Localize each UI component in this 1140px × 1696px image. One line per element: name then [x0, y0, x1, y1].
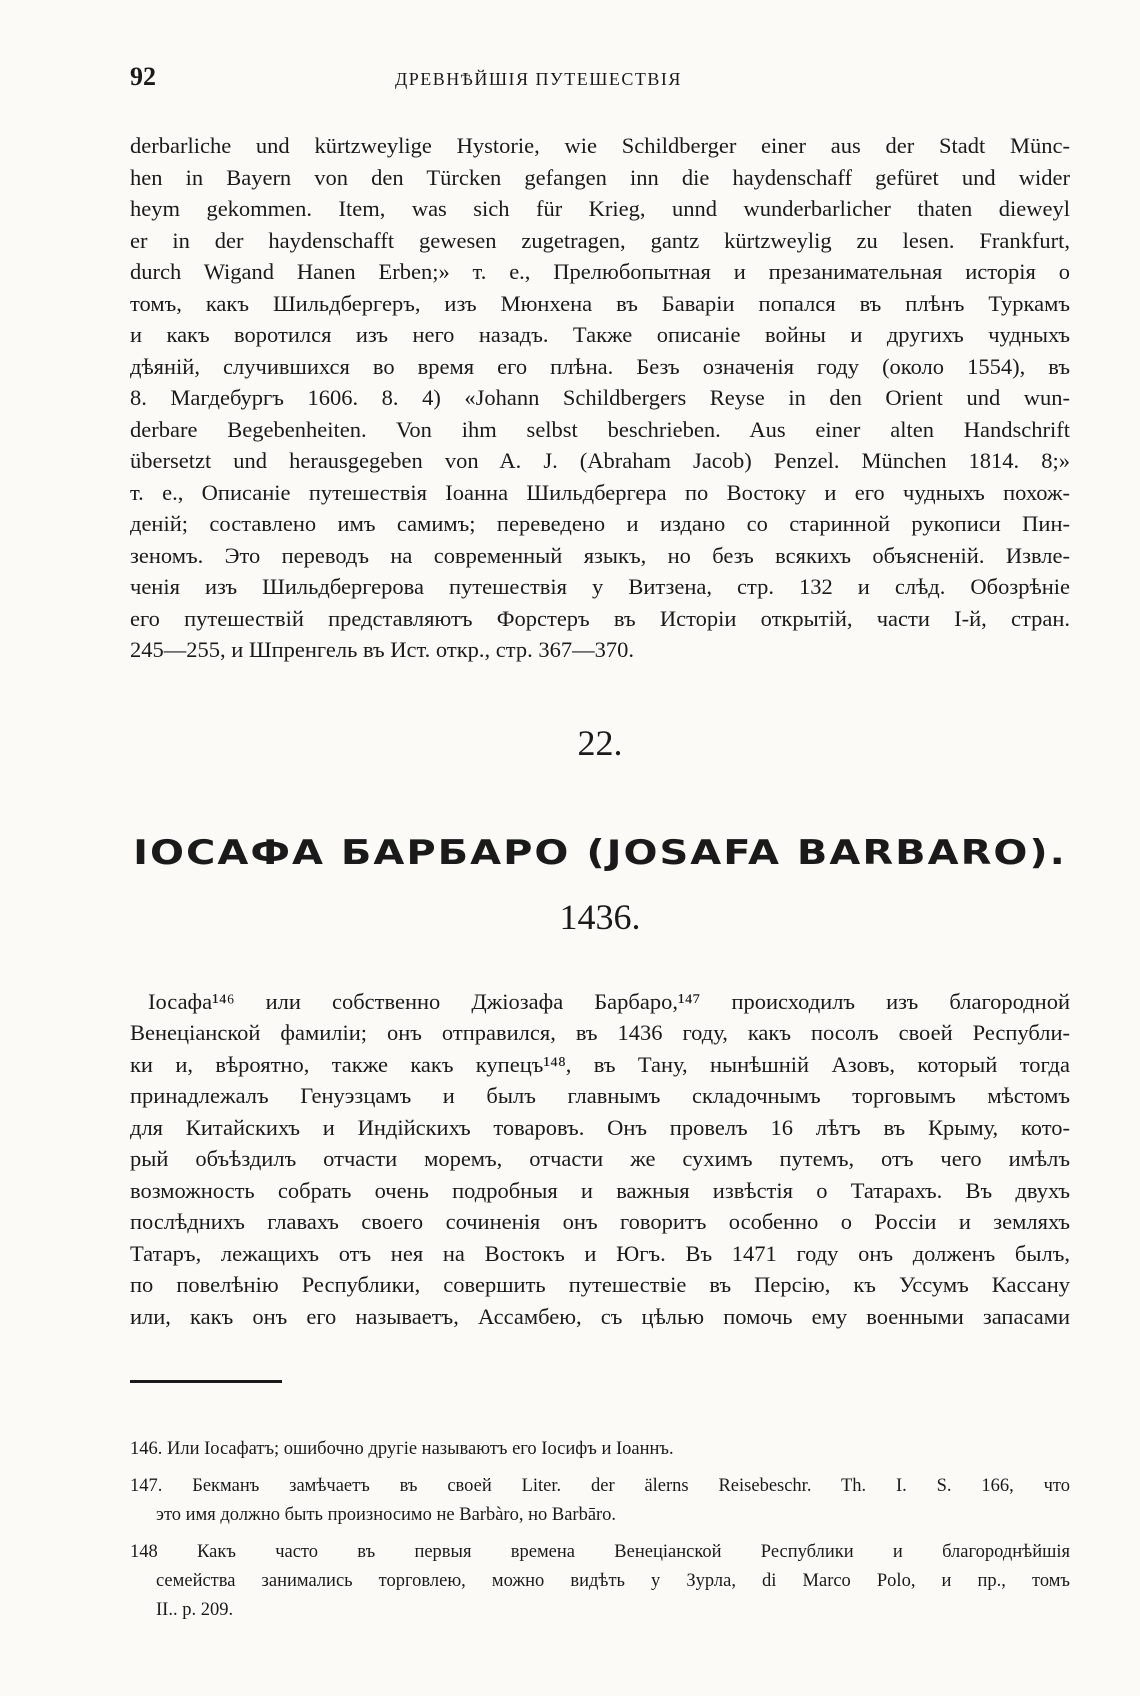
- body-paragraph: [130, 986, 1070, 1333]
- intro-line: er in der haydenschafft gewesen zugetragen, gantz kürtzweylig zu lesen. Frankfurt,: [130, 227, 1070, 253]
- section-number: 22.: [577, 722, 623, 763]
- intro-line: derbare Begebenheiten. Von ihm selbst beschrieben. Aus einer alten Handschrift: [130, 416, 1070, 442]
- intro-line: зеномъ. Это переводъ на современный языкъ, но безъ всякихъ объясненій. Извле-: [130, 542, 1070, 568]
- body-line: для Китайскихъ и Индійскихъ товаровъ. Онъ провелъ 16 лѣтъ въ Крыму, кото-: [130, 1114, 1070, 1140]
- intro-line: durch Wigand Hanen Erben;» т. е., Прелюбопытная и презанимательная исторія о: [130, 259, 1070, 284]
- body-line: рый объѣздилъ отчасти моремъ, отчасти же сухимъ путемъ, отъ чего имѣлъ: [130, 1146, 1070, 1171]
- intro-line: ченія изъ Шильдбергерова путешествія у Витзена, стр. 132 и слѣд. Обозрѣніе: [130, 574, 1070, 599]
- intro-paragraph: [130, 130, 1070, 666]
- footnotes: [130, 1435, 1070, 1625]
- body-line: возможность собрать очень подробныя и важныя извѣстія о Татарахъ. Въ двухъ: [130, 1177, 1070, 1203]
- body-line: принадлежалъ Генуэзцамъ и былъ главнымъ складочнымъ торговымъ мѣстомъ: [130, 1083, 1070, 1108]
- footnote-146: [130, 1435, 1070, 1464]
- running-head: ДРЕВНѢЙШІЯ ПУТЕШЕСТВІЯ: [395, 69, 682, 89]
- body-line: послѣднихъ главахъ своего сочиненія онъ говоритъ особенно о Россіи и земляхъ: [130, 1209, 1070, 1234]
- intro-line: hen in Bayern von den Türcken gefangen inn die haydenschaff gefüret und wider: [130, 164, 1070, 190]
- intro-line: томъ, какъ Шильдбергеръ, изъ Мюнхена въ Баваріи попался въ плѣнъ Туркамъ: [130, 290, 1070, 316]
- page-number: 92: [130, 62, 156, 91]
- body-line: ки и, вѣроятно, также какъ купецъ¹⁴⁸, въ Тану, нынѣшній Азовъ, который тогда: [130, 1051, 1070, 1077]
- footnote-line: 148 Какъ часто въ первыя времена Венеціанской Республики и благороднѣйшія: [130, 1542, 1070, 1562]
- intro-line: деній; составлено имъ самимъ; переведено и издано со старинной рукописи Пин-: [130, 511, 1070, 536]
- footnote-rule: [130, 1380, 282, 1383]
- footnote-line: 146. Или Іосафатъ; ошибочно другіе называютъ его Іосифъ и Іоаннъ.: [130, 1439, 674, 1459]
- intro-line: 8. Магдебургъ 1606. 8. 4) «Johann Schildbergers Reyse in den Orient und wun-: [130, 385, 1070, 410]
- footnote-line: 147. Бекманъ замѣчаетъ въ своей Liter. der älerns Reisebeschr. Th. I. S. 166, что: [130, 1476, 1070, 1496]
- body-line: Іосафа¹⁴⁶ или собственно Джіозафа Барбаро,¹⁴⁷ происходилъ изъ благородной: [148, 988, 1070, 1014]
- intro-line: übersetzt und herausgegeben von A. J. (Abraham Jacob) Penzel. München 1814. 8;»: [130, 448, 1070, 473]
- intro-line: derbarliche und kürtzweylige Hystorie, wie Schildberger einer aus der Stadt Münc-: [130, 133, 1070, 158]
- footnote-line: это имя должно быть произносимо не Barbàro, но Barbāro.: [156, 1505, 617, 1525]
- body-line: Венеціанской фамиліи; онъ отправился, въ 1436 году, какъ посолъ своей Республи-: [130, 1020, 1070, 1045]
- body-line: или, какъ онъ его называетъ, Ассамбею, съ цѣлью помочь ему военными запасами: [130, 1303, 1070, 1329]
- section-year: 1436.: [559, 896, 641, 937]
- body-line: по повелѣнію Республики, совершить путешествіе въ Персію, къ Уссумъ Кассану: [130, 1272, 1070, 1297]
- intro-line: и какъ воротился изъ него назадъ. Также описаніе войны и другихъ чудныхъ: [130, 322, 1070, 347]
- intro-line: его путешествій представляютъ Форстеръ въ Исторіи открытій, части I-й, стран.: [130, 605, 1070, 631]
- section-title: ІОСАФА БАРБАРО (JOSAFA BARBARO).: [133, 832, 1067, 873]
- intro-line: 245—255, и Шпренгель въ Ист. откр., стр. 367—370.: [130, 637, 634, 662]
- intro-line: дѣяній, случившихся во время его плѣна. Безъ означенія году (около 1554), въ: [130, 353, 1070, 379]
- footnote-line: семейства занимались торговлею, можно видѣть у Зурла, di Marco Polo, и пр., томъ: [156, 1571, 1070, 1591]
- body-line: Татаръ, лежащихъ отъ нея на Востокъ и Югъ. Въ 1471 году онъ долженъ былъ,: [130, 1240, 1070, 1266]
- intro-line: heym gekommen. Item, was sich für Krieg, unnd wunderbarlicher thaten dieweyl: [130, 196, 1070, 221]
- page-header: [130, 62, 1070, 102]
- intro-line: т. е., Описаніе путешествія Іоанна Шильдбергера по Востоку и его чудныхъ похож-: [130, 479, 1070, 505]
- footnote-line: II.. p. 209.: [156, 1600, 234, 1620]
- footnote-147: [130, 1472, 1070, 1530]
- footnote-148: [130, 1538, 1070, 1625]
